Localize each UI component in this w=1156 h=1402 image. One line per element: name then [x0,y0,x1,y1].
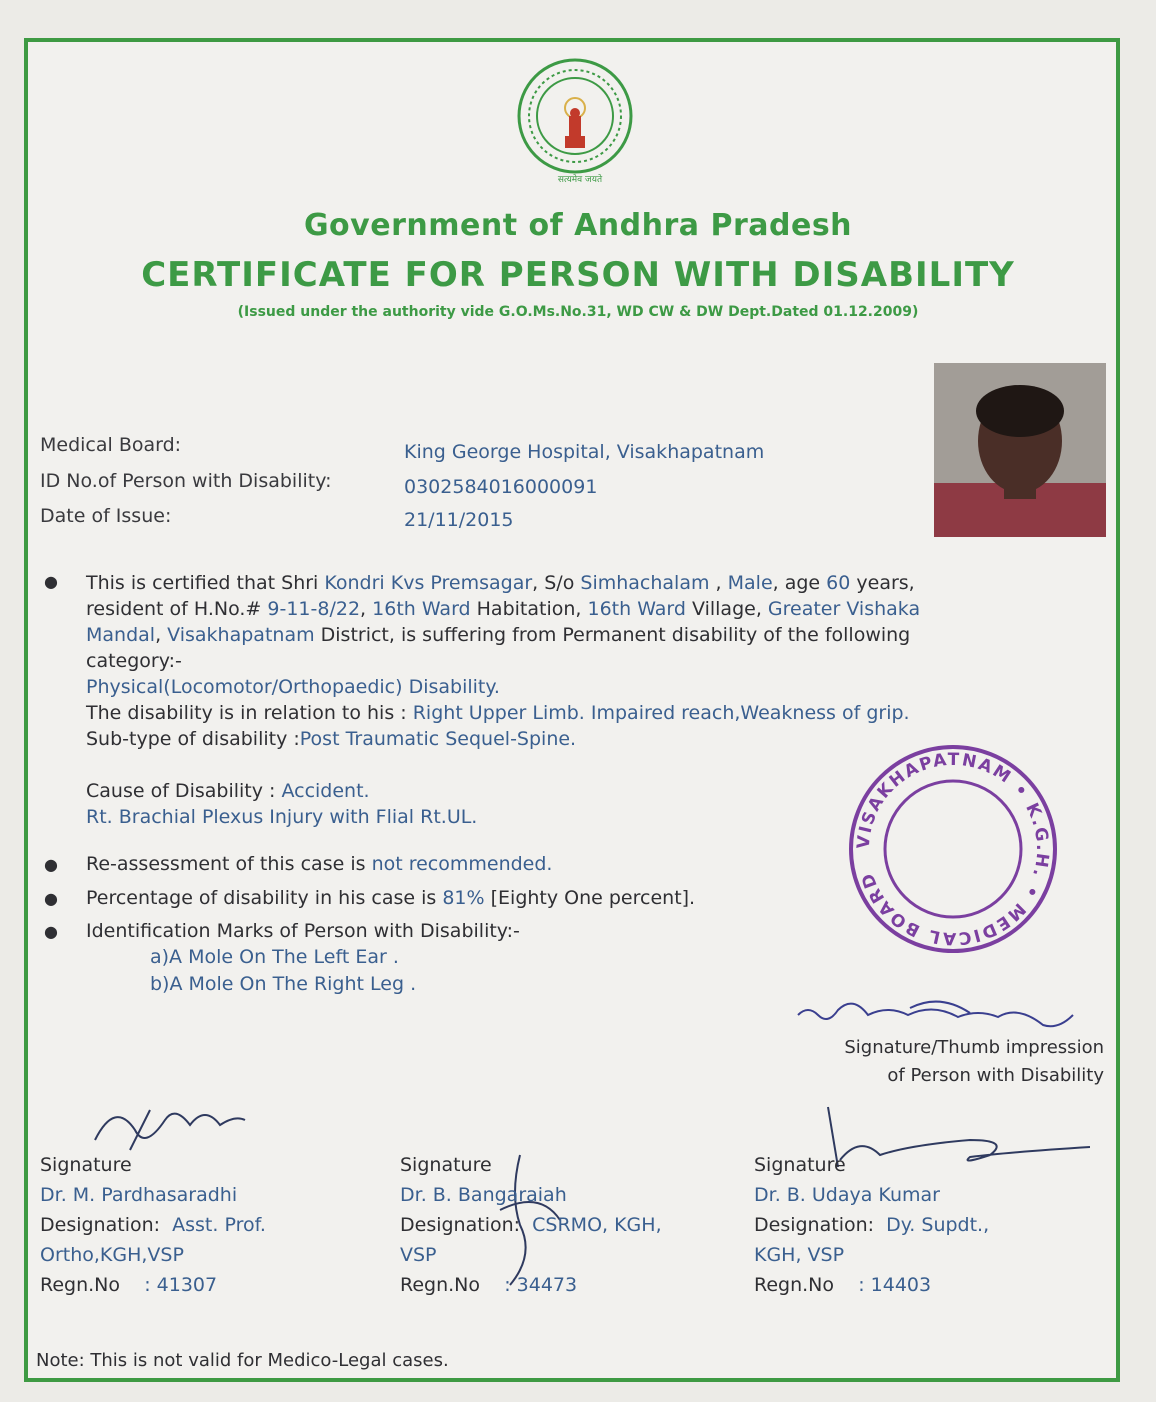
medical-board-value: King George Hospital, Visakhapatnam [404,441,765,463]
disability-cause: Accident. [281,780,370,802]
disability-relation: Right Upper Limb. Impaired reach,Weakness of grip. [412,702,910,724]
age: 60 [826,572,851,594]
identification-mark-b: b)A Mole On The Right Leg . [150,973,417,995]
cause-detail: Rt. Brachial Plexus Injury with Flial Rt.UL. [86,806,478,828]
signatory-name: Dr. B. Udaya Kumar [754,1184,940,1206]
gender: Male [727,572,773,594]
village: 16th Ward [587,598,686,620]
medical-board-label: Medical Board: [40,434,182,456]
bullet: ● [44,889,58,908]
medical-board-stamp [846,742,1060,956]
government-title: Government of Andhra Pradesh [303,208,853,243]
bullet: ● [44,855,58,874]
id-value: 0302584016000091 [404,476,598,498]
habitation: 16th Ward [372,598,471,620]
certification-paragraph: This is certified that Shri Kondri Kvs Premsagar, S/o Simhachalam , Male, age 60 years, resident of H.No.# 9-11-8/22, 16th Ward Habitation, 16th Ward Village, Greater Vishaka Mandal, Visakhapatnam District, is suffering from Permanent disability of the following category:- Physical(Locomotor/Orthopaedic) Disability. The disability is in relation to his : Right Upper Limb. Impaired reach,Weakness of grip. Sub-type of disability :Post Traumatic Sequel-Spine. Cause of Disability : Accident. Rt. Brachial Plexus Injury with Flial Rt.UL. [86,570,1096,830]
stamp-text: VISAKHAPATNAM • K.G.H. • MEDICAL BOARD [853,749,1053,949]
disability-percentage: 81% [442,887,485,909]
percentage-line: Percentage of disability in his case is 81% [Eighty One percent]. [86,887,696,909]
signatory-3: Signature Dr. B. Udaya Kumar Designation: Dy. Supdt., KGH, VSP Regn.No : 14403 [754,1154,990,1296]
district: Visakhapatnam [167,624,315,646]
mandal: Greater Vishaka [767,598,921,620]
person-photo [934,363,1106,537]
identification-mark-a: a)A Mole On The Left Ear . [150,946,399,968]
person-signature [790,990,1100,1040]
authority-line: (Issued under the authority vide G.O.Ms.No.31, WD CW & DW Dept.Dated 01.12.2009) [237,304,919,320]
footer-note: Note: This is not valid for Medico-Legal cases. [36,1350,449,1371]
regn-number: : 34473 [504,1274,578,1296]
bullet: ● [44,572,58,591]
state-emblem-icon [515,58,635,188]
disability-category: Physical(Locomotor/Orthopaedic) Disability. [86,676,500,698]
thumb-impression-label: Signature/Thumb impression of Person with Disability [844,1037,1104,1086]
id-label: ID No.of Person with Disability: [40,470,332,492]
signatory-name: Dr. B. Bangaraiah [400,1184,567,1206]
certificate-title: CERTIFICATE FOR PERSON WITH DISABILITY [141,255,1015,295]
date-value: 21/11/2015 [404,509,514,531]
father-name: Simhachalam [580,572,710,594]
date-label: Date of Issue: [40,505,172,527]
regn-number: : 41307 [144,1274,218,1296]
signatory-2: Signature Dr. B. Bangaraiah Designation: CSRMO, KGH, VSP Regn.No : 34473 [400,1154,662,1296]
disability-subtype: Post Traumatic Sequel-Spine. [299,728,577,750]
signatory-1: Signature Dr. M. Pardhasaradhi Designation: Asst. Prof. Ortho,KGH,VSP Regn.No : 41307 [40,1154,266,1296]
emblem-motto: सत्यमेव जयते [557,175,603,185]
identification-marks-label: Identification Marks of Person with Disability:- [86,920,520,942]
regn-number: : 14403 [858,1274,932,1296]
reassessment-line: Re-assessment of this case is not recommended. [86,853,553,875]
signatory-name: Dr. M. Pardhasaradhi [40,1184,238,1206]
house-number: 9-11-8/22 [267,598,361,620]
bullet: ● [44,922,58,941]
person-name: Kondri Kvs Premsagar [324,572,533,594]
